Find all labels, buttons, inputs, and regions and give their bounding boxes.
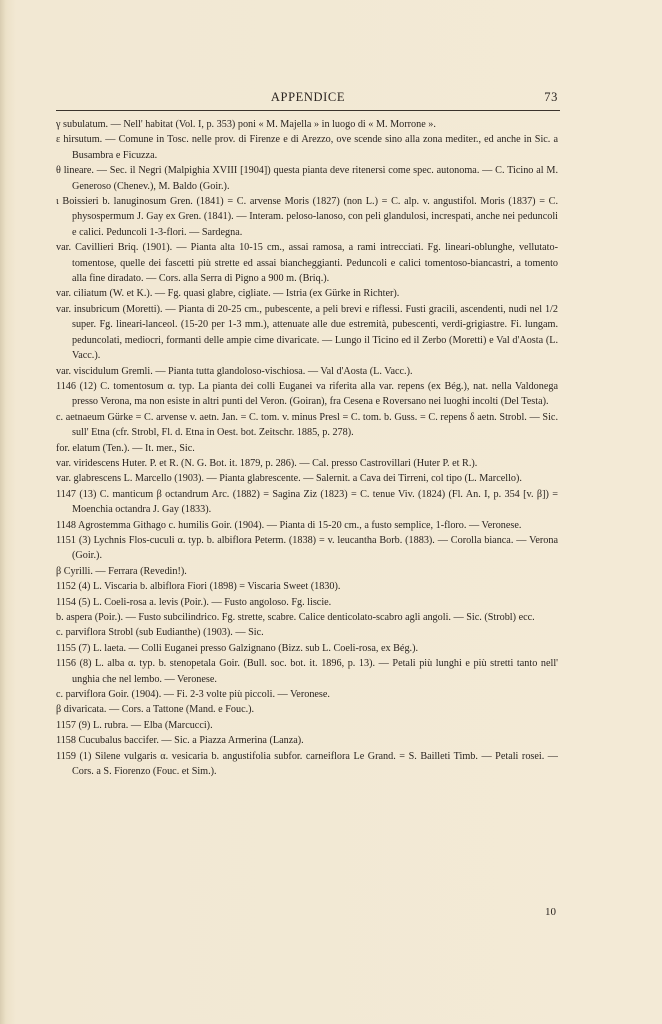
- header-title: APPENDICE: [270, 90, 346, 104]
- entry: β Cyrilli. — Ferrara (Revedin!).: [56, 565, 187, 577]
- entry: c. aetnaeum Gürke = C. arvense v. aetn. Jan. = C. tom. v. minus Presl = C. tom. b. Guss. = C. repens δ aetn. Strobl. — Sic. sull' Etna (cfr. Strobl, Fl. d. Etna in Oest. bot. Zeitschr. 1885, p. 278).: [56, 411, 558, 439]
- entry: 1157 (9) L. rubra. — Elba (Marcucci).: [56, 719, 213, 731]
- entry: 1159 (1) Silene vulgaris α. vesicaria b. angustifolia subfor. carneiflora Le Grand. = S. Bailleti Timb. — Petali rosei. — Cors. a S. Fiorenzo (Fouc. et Sim.).: [56, 750, 558, 778]
- entry: 1148 Agrostemma Githago c. humilis Goir. (1904). — Pianta di 15-20 cm., a fusto semplice, 1-floro. — Veronese.: [56, 519, 522, 531]
- entry: var. insubricum (Moretti). — Pianta di 20-25 cm., pubescente, a peli brevi e riflessi. Fusti gracili, ascendenti, nudi nel 1/2 super. Fg. lineari-lanceol. (15-20 per 1-3 mm.), attenuate alle due estremità, pubescenti, verdi-grigiastre. Fi. lungam. peduncolati, mediocri, formanti delle ampie cime divaricate. — Lungo il Ticino ed il Zerbo (Moretti) e Val d'Aosta (L. Vacc.).: [56, 303, 558, 362]
- entry: var. ciliatum (W. et K.). — Fg. quasi glabre, cigliate. — Istria (ex Gürke in Richter).: [56, 288, 400, 300]
- entry: γ subulatum. — Nell' habitat (Vol. I, p. 353) poni « M. Majella » in luogo di « M. Morrone ».: [56, 119, 436, 130]
- entry: ι Boissieri b. lanuginosum Gren. (1841) = C. arvense Moris (1827) (non L.) = C. alp. v. angustifol. Moris (1837) = C. physospermum J. Gay ex Gren. (1841). — Interam. peloso-lanoso, con peli glandulosi, increspati, anche nei peduncoli e calici. Peduncoli 1-3-flori. — Sardegna.: [56, 196, 558, 238]
- entry: b. aspera (Poir.). — Fusto subcilindrico. Fg. strette, scabre. Calice denticolato-scabro agli angoli. — Sic. (Strobl) ecc.: [56, 612, 535, 623]
- text-body: [56, 117, 558, 779]
- header-rule: [56, 110, 560, 111]
- entry: c. parviflora Goir. (1904). — Fi. 2-3 volte più piccoli. — Veronese.: [56, 689, 330, 701]
- entry: c. parviflora Strobl (sub Eudianthe) (1903). — Sic.: [56, 627, 264, 639]
- entry: var. Cavillieri Briq. (1901). — Pianta alta 10-15 cm., assai ramosa, a rami intrecciati. Fg. lineari-oblunghe, vellutato-tomentose, quelle dei fascetti più strette ed assai biancheggianti. Peduncoli e calici tomentoso-biancastri, a tomento alla fine diradato. — Cors. alla Serra di Pigno a 900 m. (Briq.).: [56, 242, 558, 285]
- running-header: [58, 90, 558, 106]
- entry: 1155 (7) L. laeta. — Colli Euganei presso Galzignano (Bizz. sub L. Coeli-rosa, ex Bég.).: [56, 642, 419, 654]
- entry: 1146 (12) C. tomentosum α. typ. La pianta dei colli Euganei va riferita alla var. repens (ex Bég.), nat. nella Valdonega presso Verona, ma non esiste in altri punti del Veron. (Goiran), fra Cesena e Roversano nei luoghi incolti (Del Testa).: [56, 380, 558, 408]
- signature-number: 10: [545, 906, 556, 918]
- page-number: 73: [544, 90, 558, 104]
- entry: 1158 Cucubalus baccifer. — Sic. a Piazza Armerina (Lanza).: [56, 735, 304, 747]
- entry: 1151 (3) Lychnis Flos-cuculi α. typ. b. albiflora Peterm. (1838) = v. leucantha Borb. (1883). — Corolla bianca. — Verona (Goir.).: [56, 534, 558, 562]
- entry: var. glabrescens L. Marcello (1903). — Pianta glabrescente. — Salernit. a Cava dei Tirreni, col tipo (L. Marcello).: [56, 473, 522, 485]
- entry: ε hirsutum. — Comune in Tosc. nelle prov. di Firenze e di Arezzo, ove scende sino alla zona mediter., ed anche in Sic. a Busambra e Ficuzza.: [56, 134, 558, 161]
- entry: β divaricata. — Cors. a Tattone (Mand. e Fouc.).: [56, 704, 255, 716]
- entry: for. elatum (Ten.). — It. mer., Sic.: [56, 442, 195, 454]
- entry: 1156 (8) L. alba α. typ. b. stenopetala Goir. (Bull. soc. bot. it. 1896, p. 13). — Petali più lunghi e più stretti tanto nell' unghia che nel lembo. — Veronese.: [56, 658, 558, 685]
- entry: var. viridescens Huter. P. et R. (N. G. Bot. it. 1879, p. 286). — Cal. presso Castrovillari (Huter P. et R.).: [56, 457, 478, 469]
- entry: 1147 (13) C. manticum β octandrum Arc. (1882) = Sagina Ziz (1823) = C. tenue Viv. (1824) (Fl. An. I, p. 354 [v. β]) = Moenchia octandra J. Gay (1833).: [56, 488, 558, 516]
- entry: 1152 (4) L. Viscaria b. albiflora Fiori (1898) = Viscaria Sweet (1830).: [56, 581, 341, 593]
- entry: 1154 (5) L. Coeli-rosa a. levis (Poir.). — Fusto angoloso. Fg. liscie.: [56, 596, 332, 608]
- entry: var. viscidulum Gremli. — Pianta tutta glandoloso-vischiosa. — Val d'Aosta (L. Vacc.).: [56, 365, 413, 377]
- entry: θ lineare. — Sec. il Negri (Malpighia XVIII [1904]) questa pianta deve ritenersi come spec. autonoma. — C. Ticino al M. Generoso (Chenev.), M. Baldo (Goir.).: [56, 165, 558, 192]
